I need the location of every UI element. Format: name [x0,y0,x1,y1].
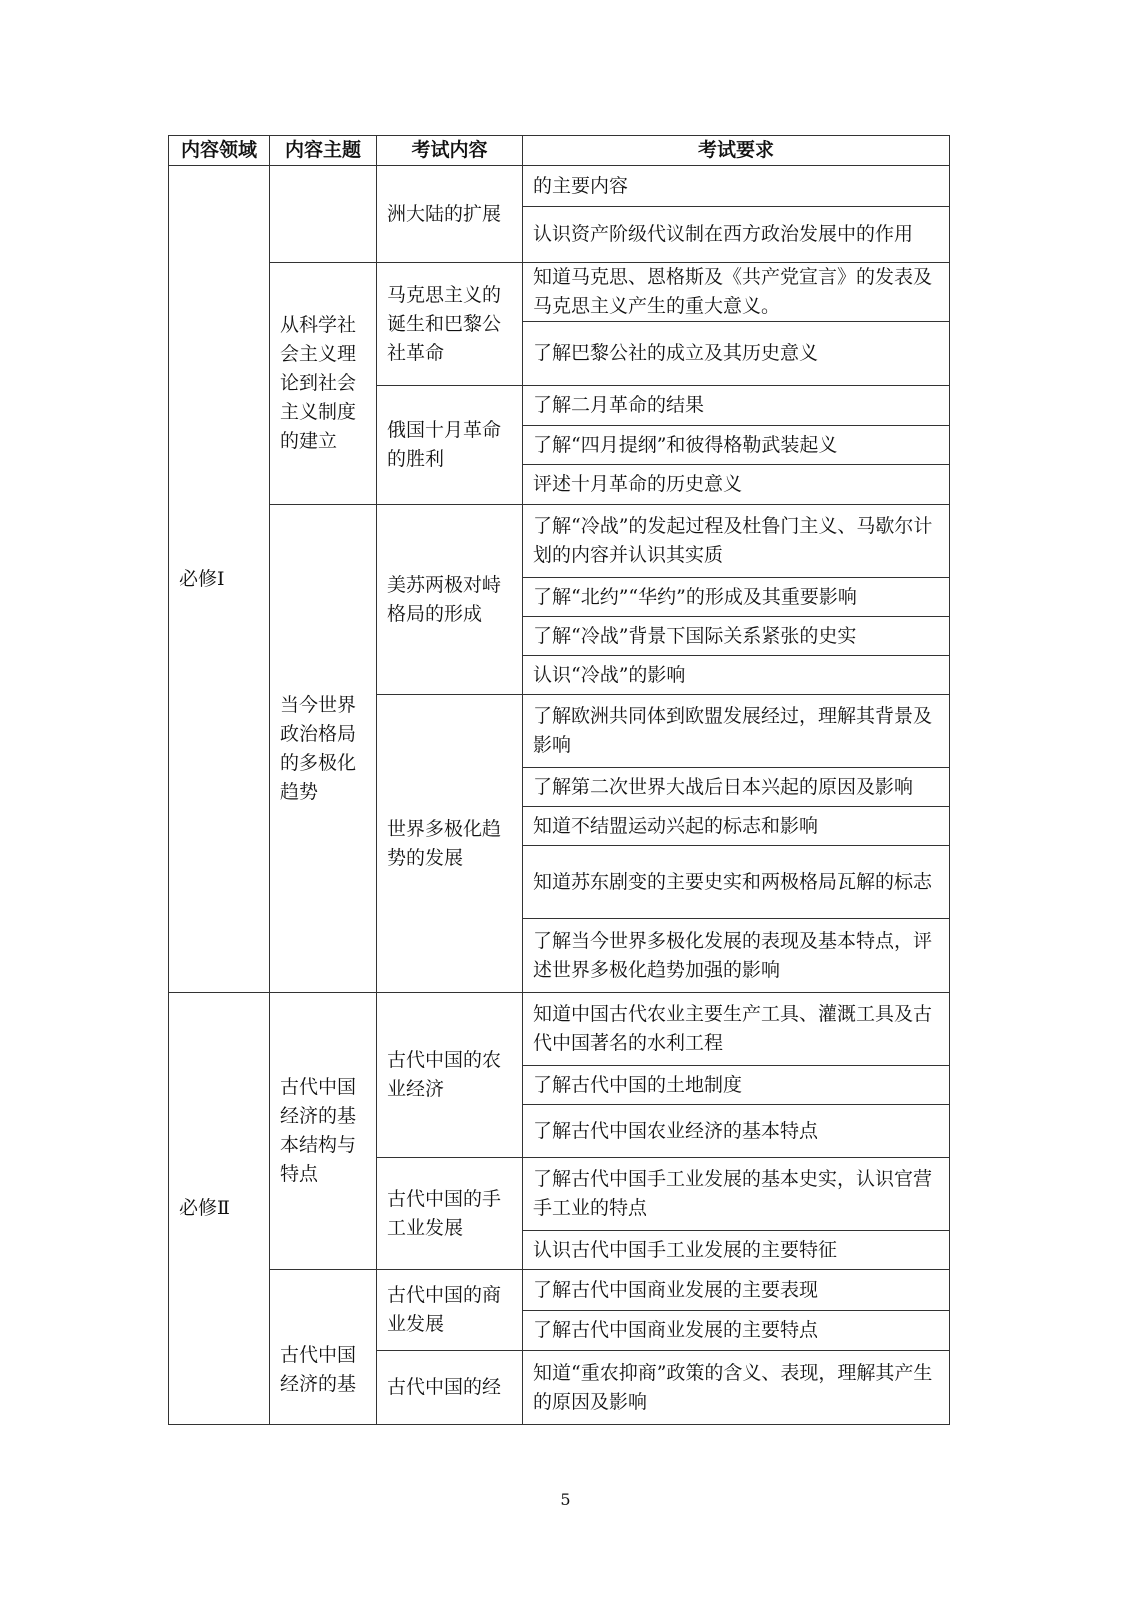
topic-cell: 从科学社会主义理论到社会主义制度的建立 [270,263,377,505]
content-cell: 美苏两极对峙格局的形成 [377,505,523,695]
requirement-cell: 知道不结盟运动兴起的标志和影响 [523,807,950,846]
requirement-cell: 了解古代中国商业发展的主要表现 [523,1270,950,1311]
requirement-cell: 知道苏东剧变的主要史实和两极格局瓦解的标志 [523,846,950,919]
content-cell: 古代中国的经 [377,1351,523,1425]
requirement-cell: 的主要内容 [523,166,950,207]
topic-cell: 当今世界政治格局的多极化趋势 [270,505,377,993]
requirement-cell: 了解“冷战”的发起过程及杜鲁门主义、马歇尔计划的内容并认识其实质 [523,505,950,578]
content-cell: 俄国十月革命的胜利 [377,386,523,505]
table-row [169,505,950,578]
requirement-cell: 了解当今世界多极化发展的表现及基本特点，评述世界多极化趋势加强的影响 [523,919,950,993]
requirement-cell: 了解古代中国农业经济的基本特点 [523,1105,950,1158]
topic-cell: 古代中国经济的基本结构与特点 [270,993,377,1270]
requirement-cell: 了解古代中国手工业发展的基本史实，认识官营手工业的特点 [523,1158,950,1231]
requirement-cell: 了解“冷战”背景下国际关系紧张的史实 [523,617,950,656]
requirement-cell: 了解古代中国的土地制度 [523,1066,950,1105]
content-cell: 马克思主义的诞生和巴黎公社革命 [377,263,523,386]
area-cell-2: 必修Ⅱ [169,993,270,1425]
requirement-cell: 知道“重农抑商”政策的含义、表现，理解其产生的原因及影响 [523,1351,950,1425]
requirement-cell: 了解二月革命的结果 [523,386,950,426]
table-header-row [169,136,950,166]
requirement-cell: 知道中国古代农业主要生产工具、灌溉工具及古代中国著名的水利工程 [523,993,950,1066]
requirement-cell: 了解“四月提纲”和彼得格勒武装起义 [523,426,950,465]
area-cell-1: 必修Ⅰ [169,166,270,993]
table-row [169,993,950,1066]
header-exam-requirement: 考试要求 [523,136,950,166]
content-cell: 世界多极化趋势的发展 [377,695,523,993]
requirement-cell: 认识“冷战”的影响 [523,656,950,695]
requirement-cell: 了解“北约”“华约”的形成及其重要影响 [523,578,950,617]
syllabus-table [168,135,950,1425]
requirement-cell: 了解巴黎公社的成立及其历史意义 [523,322,950,386]
content-cell: 古代中国的农业经济 [377,993,523,1158]
topic-cell: 古代中国经济的基 [270,1270,377,1425]
requirement-cell: 知道马克思、恩格斯及《共产党宣言》的发表及马克思主义产生的重大意义。 [523,263,950,322]
requirement-cell: 评述十月革命的历史意义 [523,465,950,505]
table-row [169,166,950,207]
requirement-cell: 认识古代中国手工业发展的主要特征 [523,1231,950,1270]
table-row [169,263,950,322]
header-content-area: 内容领域 [169,136,270,166]
content-cell: 古代中国的商业发展 [377,1270,523,1351]
header-content-topic: 内容主题 [270,136,377,166]
requirement-cell: 了解古代中国商业发展的主要特点 [523,1311,950,1351]
requirement-cell: 认识资产阶级代议制在西方政治发展中的作用 [523,207,950,263]
page-number: 5 [560,1490,571,1509]
table-row [169,1270,950,1311]
header-exam-content: 考试内容 [377,136,523,166]
content-cell: 洲大陆的扩展 [377,166,523,263]
topic-cell-empty [270,166,377,263]
content-cell: 古代中国的手工业发展 [377,1158,523,1270]
requirement-cell: 了解欧洲共同体到欧盟发展经过，理解其背景及影响 [523,695,950,768]
requirement-cell: 了解第二次世界大战后日本兴起的原因及影响 [523,768,950,807]
